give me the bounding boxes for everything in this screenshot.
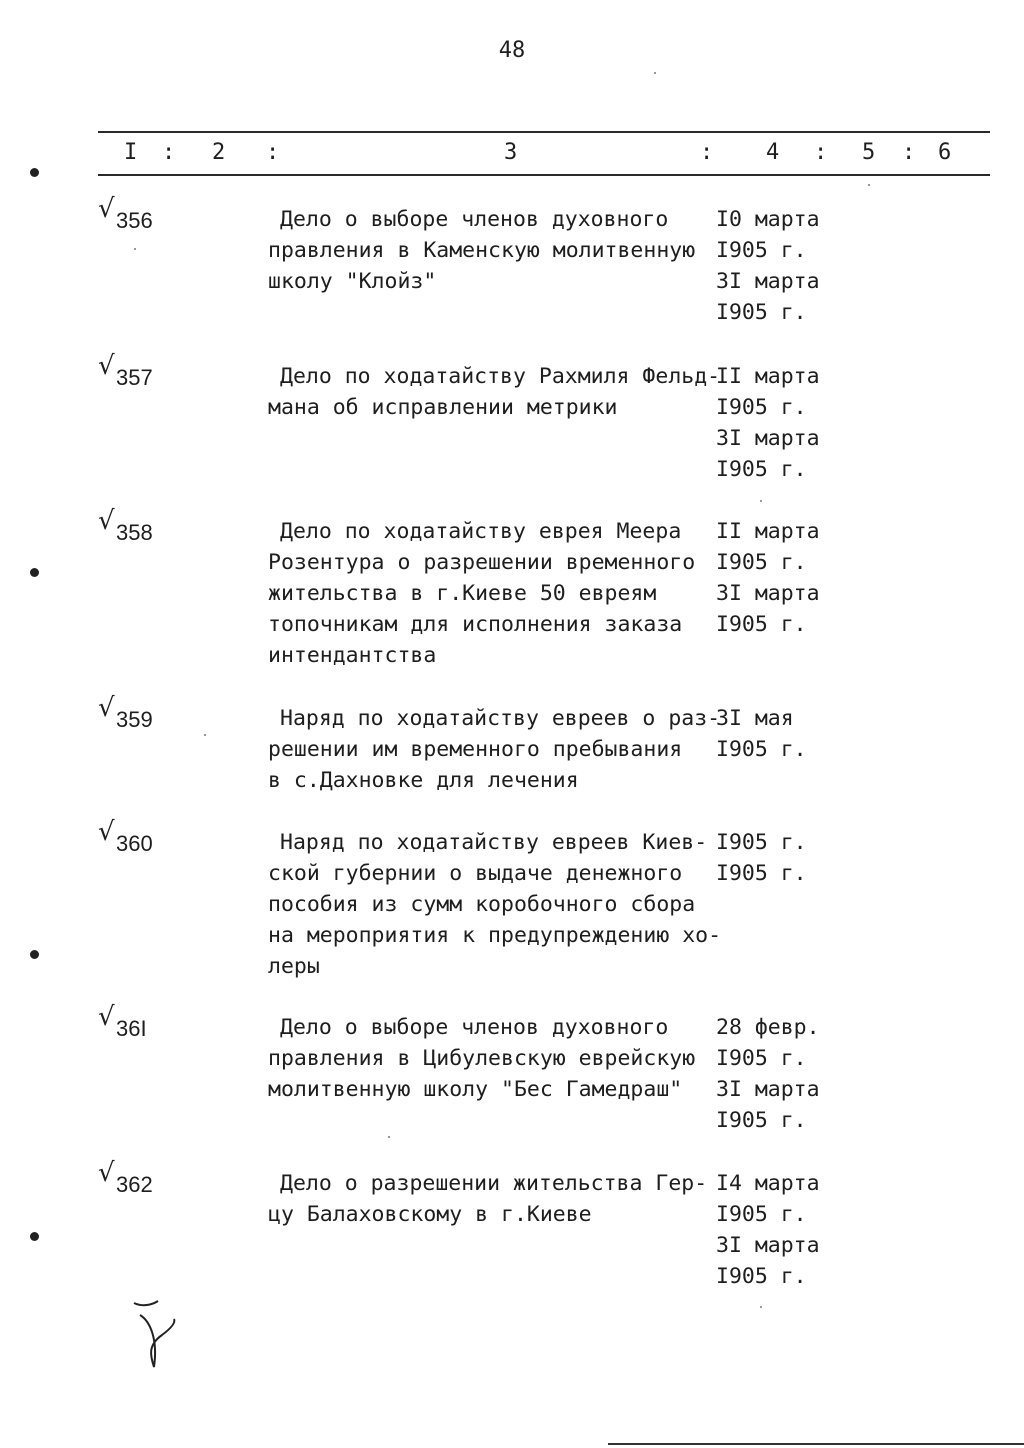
description-line: школу "Клойз" [268, 269, 437, 294]
description-line: цу Балаховскому в г.Киеве [268, 1202, 592, 1227]
checkmark-icon: √ [98, 351, 115, 381]
description-line: Наряд по ходатайству евреев о раз- [280, 706, 721, 731]
column-header-3: 3 [504, 140, 518, 165]
scan-edge-line [608, 1443, 1024, 1445]
date-line: II марта [716, 364, 820, 389]
date-line: I905 г. [716, 457, 807, 482]
scan-speck [134, 248, 136, 250]
table-header-bottom-rule [98, 174, 990, 176]
table-header-top-rule [98, 131, 990, 133]
file-number: 356 [116, 208, 153, 233]
file-dates [716, 516, 820, 640]
column-header-5: 5 [862, 140, 876, 165]
file-description [268, 204, 718, 297]
scan-speck [868, 184, 870, 186]
checkmark-icon: √ [98, 1002, 115, 1032]
column-separator: : [814, 140, 828, 165]
date-line: 3I марта [716, 1233, 820, 1258]
checkmark-icon: √ [98, 1158, 115, 1188]
file-number: 36I [116, 1016, 147, 1041]
description-line: в с.Дахновке для лечения [268, 768, 579, 793]
column-header-2: 2 [212, 140, 226, 165]
column-header-4: 4 [766, 140, 780, 165]
file-number: 362 [116, 1172, 153, 1197]
column-header-6: 6 [938, 140, 952, 165]
date-line: I905 г. [716, 300, 807, 325]
date-line: I905 г. [716, 612, 807, 637]
column-separator: : [266, 140, 280, 165]
description-line: Наряд по ходатайству евреев Киев- [280, 830, 708, 855]
description-line: молитвенную школу "Бес Гамедраш" [268, 1077, 683, 1102]
description-line: Дело о разрешении жительства Гер- [280, 1171, 708, 1196]
file-description [268, 827, 722, 982]
punch-hole-mark [30, 568, 39, 577]
description-line: правления в Каменскую молитвенную [268, 238, 696, 263]
description-line: Розентура о разрешении временного [268, 550, 696, 575]
date-line: I905 г. [716, 550, 807, 575]
date-line: II марта [716, 519, 820, 544]
column-separator: : [902, 140, 916, 165]
file-description [268, 1012, 718, 1105]
date-line: I905 г. [716, 830, 807, 855]
date-line: I905 г. [716, 1202, 807, 1227]
description-line: Дело по ходатайству еврея Меера [280, 519, 682, 544]
file-dates [716, 1012, 820, 1136]
date-line: I905 г. [716, 395, 807, 420]
date-line: 3I марта [716, 1077, 820, 1102]
date-line: 3I мая [716, 706, 794, 731]
file-number: 359 [116, 707, 153, 732]
file-description [268, 703, 721, 796]
file-description [268, 1168, 718, 1230]
scan-speck [760, 500, 762, 502]
punch-hole-mark [30, 1232, 39, 1241]
description-line: мана об исправлении метрики [268, 395, 618, 420]
punch-hole-mark [30, 950, 39, 959]
description-line: топочникам для исполнения заказа [268, 612, 683, 637]
file-number: 357 [116, 365, 153, 390]
page-number: 48 [498, 38, 526, 63]
file-dates [716, 703, 807, 765]
file-dates [716, 361, 820, 485]
column-separator: : [162, 140, 176, 165]
description-line: пособия из сумм коробочного сбора [268, 892, 696, 917]
date-line: 3I марта [716, 581, 820, 606]
file-dates [716, 1168, 820, 1292]
checkmark-icon: √ [98, 817, 115, 847]
description-line: Дело о выборе членов духовного [280, 207, 669, 232]
date-line: I905 г. [716, 1108, 807, 1133]
file-description [268, 516, 718, 671]
scan-speck [654, 72, 656, 74]
scan-speck [760, 1306, 762, 1308]
date-line: 3I марта [716, 426, 820, 451]
column-header-1: I [124, 140, 138, 165]
date-line: 3I марта [716, 269, 820, 294]
description-line: интендантства [268, 643, 437, 668]
handwritten-mark-icon [128, 1295, 184, 1375]
file-number: 360 [116, 831, 153, 856]
date-line: I905 г. [716, 861, 807, 886]
checkmark-icon: √ [98, 506, 115, 536]
date-line: I0 марта [716, 207, 820, 232]
checkmark-icon: √ [98, 194, 115, 224]
checkmark-icon: √ [98, 693, 115, 723]
column-separator: : [700, 140, 714, 165]
scan-speck [204, 734, 206, 736]
date-line: I905 г. [716, 1264, 807, 1289]
description-line: правления в Цибулевскую еврейскую [268, 1046, 696, 1071]
description-line: жительства в г.Киеве 50 евреям [268, 581, 657, 606]
date-line: I4 марта [716, 1171, 820, 1196]
file-description [268, 361, 721, 423]
description-line: леры [268, 954, 320, 979]
description-line: решении им временного пребывания [268, 737, 683, 762]
description-line: на мероприятия к предупреждению хо- [268, 923, 722, 948]
description-line: Дело о выборе членов духовного [280, 1015, 669, 1040]
date-line: I905 г. [716, 1046, 807, 1071]
file-number: 358 [116, 520, 153, 545]
punch-hole-mark [30, 168, 39, 177]
description-line: Дело по ходатайству Рахмиля Фельд- [280, 364, 721, 389]
description-line: ской губернии о выдаче денежного [268, 861, 683, 886]
date-line: 28 февр. [716, 1015, 820, 1040]
file-dates [716, 204, 820, 328]
file-dates [716, 827, 807, 889]
scan-speck [388, 1136, 390, 1138]
date-line: I905 г. [716, 737, 807, 762]
date-line: I905 г. [716, 238, 807, 263]
